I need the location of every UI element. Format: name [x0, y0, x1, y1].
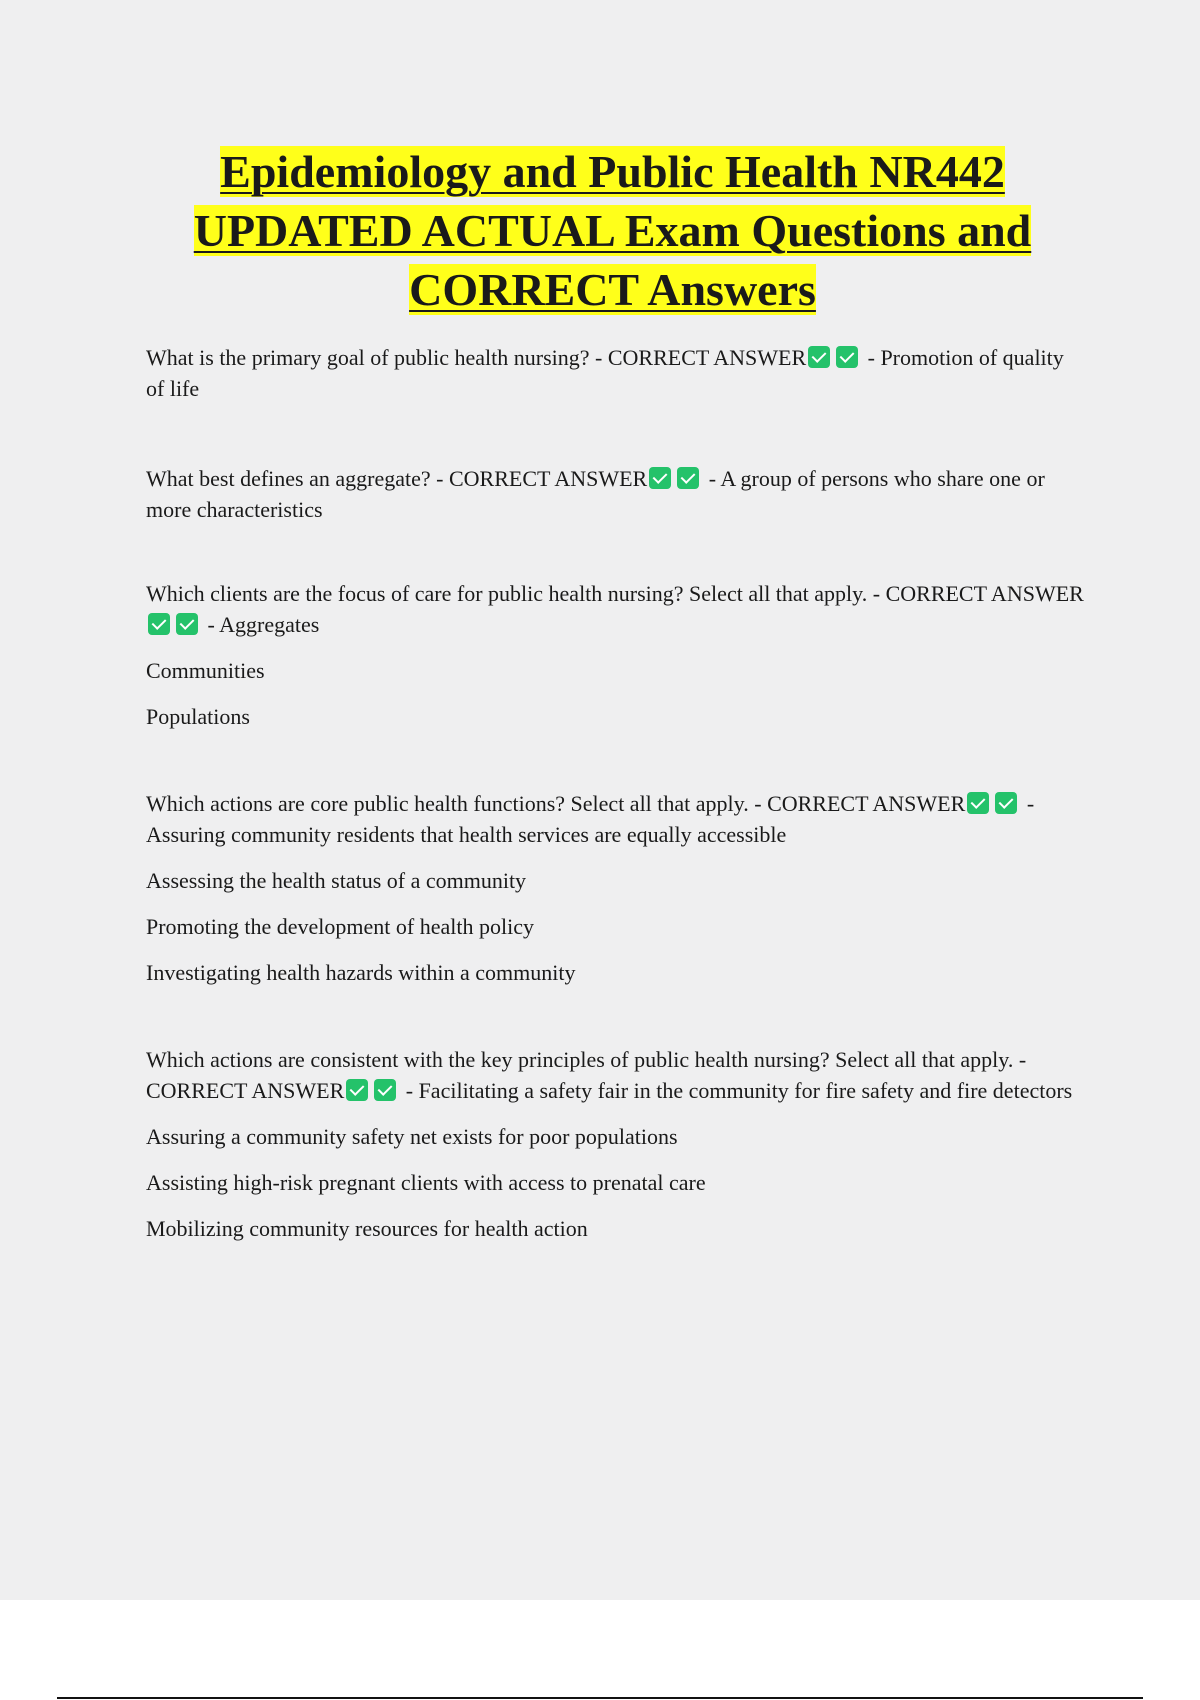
answer-label: CORRECT ANSWER: [885, 581, 1084, 606]
check-mark-icon: [176, 613, 198, 635]
question-paragraph: [146, 342, 1086, 404]
footer-divider: [57, 1697, 1143, 1699]
question-item: [146, 342, 1086, 404]
answer-label: CORRECT ANSWER: [607, 345, 807, 370]
answer-option: Mobilizing community resources for health action: [146, 1216, 588, 1241]
document-title: [145, 142, 1080, 319]
question-item: [146, 463, 1086, 525]
question-item: [146, 788, 1086, 988]
answer-text: - Assuring community residents that health services are equally accessible: [146, 791, 1035, 847]
answer-option: Populations: [146, 704, 250, 729]
answer-label: CORRECT ANSWER: [146, 1078, 345, 1103]
question-text: What is the primary goal of public health nursing? -: [146, 345, 608, 370]
answer-option: Investigating health hazards within a community: [146, 960, 576, 985]
check-mark-icon: [374, 1079, 396, 1101]
answer-option: Assisting high-risk pregnant clients with access to prenatal care: [146, 1170, 706, 1195]
question-paragraph: [146, 788, 1086, 850]
check-mark-icon: [649, 467, 671, 489]
question-text: Which clients are the focus of care for public health nursing? Select all that apply. -: [146, 581, 886, 606]
check-mark-icon: [995, 792, 1017, 814]
answer-option: Promoting the development of health policy: [146, 914, 534, 939]
answer-label: CORRECT ANSWER: [448, 466, 648, 491]
check-mark-icon: [346, 1079, 368, 1101]
answer-text: - A group of persons who share one or more characteristics: [146, 466, 1045, 522]
question-item: [146, 1044, 1086, 1244]
question-text: Which actions are consistent with the key principles of public health nursing? Select all that apply. -: [146, 1047, 1027, 1072]
question-item: [146, 578, 1086, 732]
answer-text: - Facilitating a safety fair in the community for fire safety and fire detectors: [400, 1078, 1073, 1103]
answer-label: CORRECT ANSWER: [767, 791, 966, 816]
answer-option: Communities: [146, 658, 265, 683]
question-text: What best defines an aggregate? -: [146, 466, 449, 491]
check-mark-icon: [677, 467, 699, 489]
check-mark-icon: [808, 346, 830, 368]
question-paragraph: [146, 1044, 1086, 1106]
question-list: [146, 342, 1086, 1244]
check-mark-icon: [967, 792, 989, 814]
answer-text: - Promotion of quality of life: [146, 345, 1064, 401]
question-paragraph: [146, 463, 1086, 525]
question-paragraph: [146, 578, 1086, 640]
check-mark-icon: [836, 346, 858, 368]
document-title-text: Epidemiology and Public Health NR442 UPDATED ACTUAL Exam Questions and CORRECT Answers: [193, 146, 1032, 315]
answer-text: - Aggregates: [202, 612, 320, 637]
check-mark-icon: [148, 613, 170, 635]
answer-option: Assessing the health status of a community: [146, 868, 527, 893]
answer-option: Assuring a community safety net exists for poor populations: [146, 1124, 678, 1149]
question-text: Which actions are core public health functions? Select all that apply. -: [146, 791, 768, 816]
